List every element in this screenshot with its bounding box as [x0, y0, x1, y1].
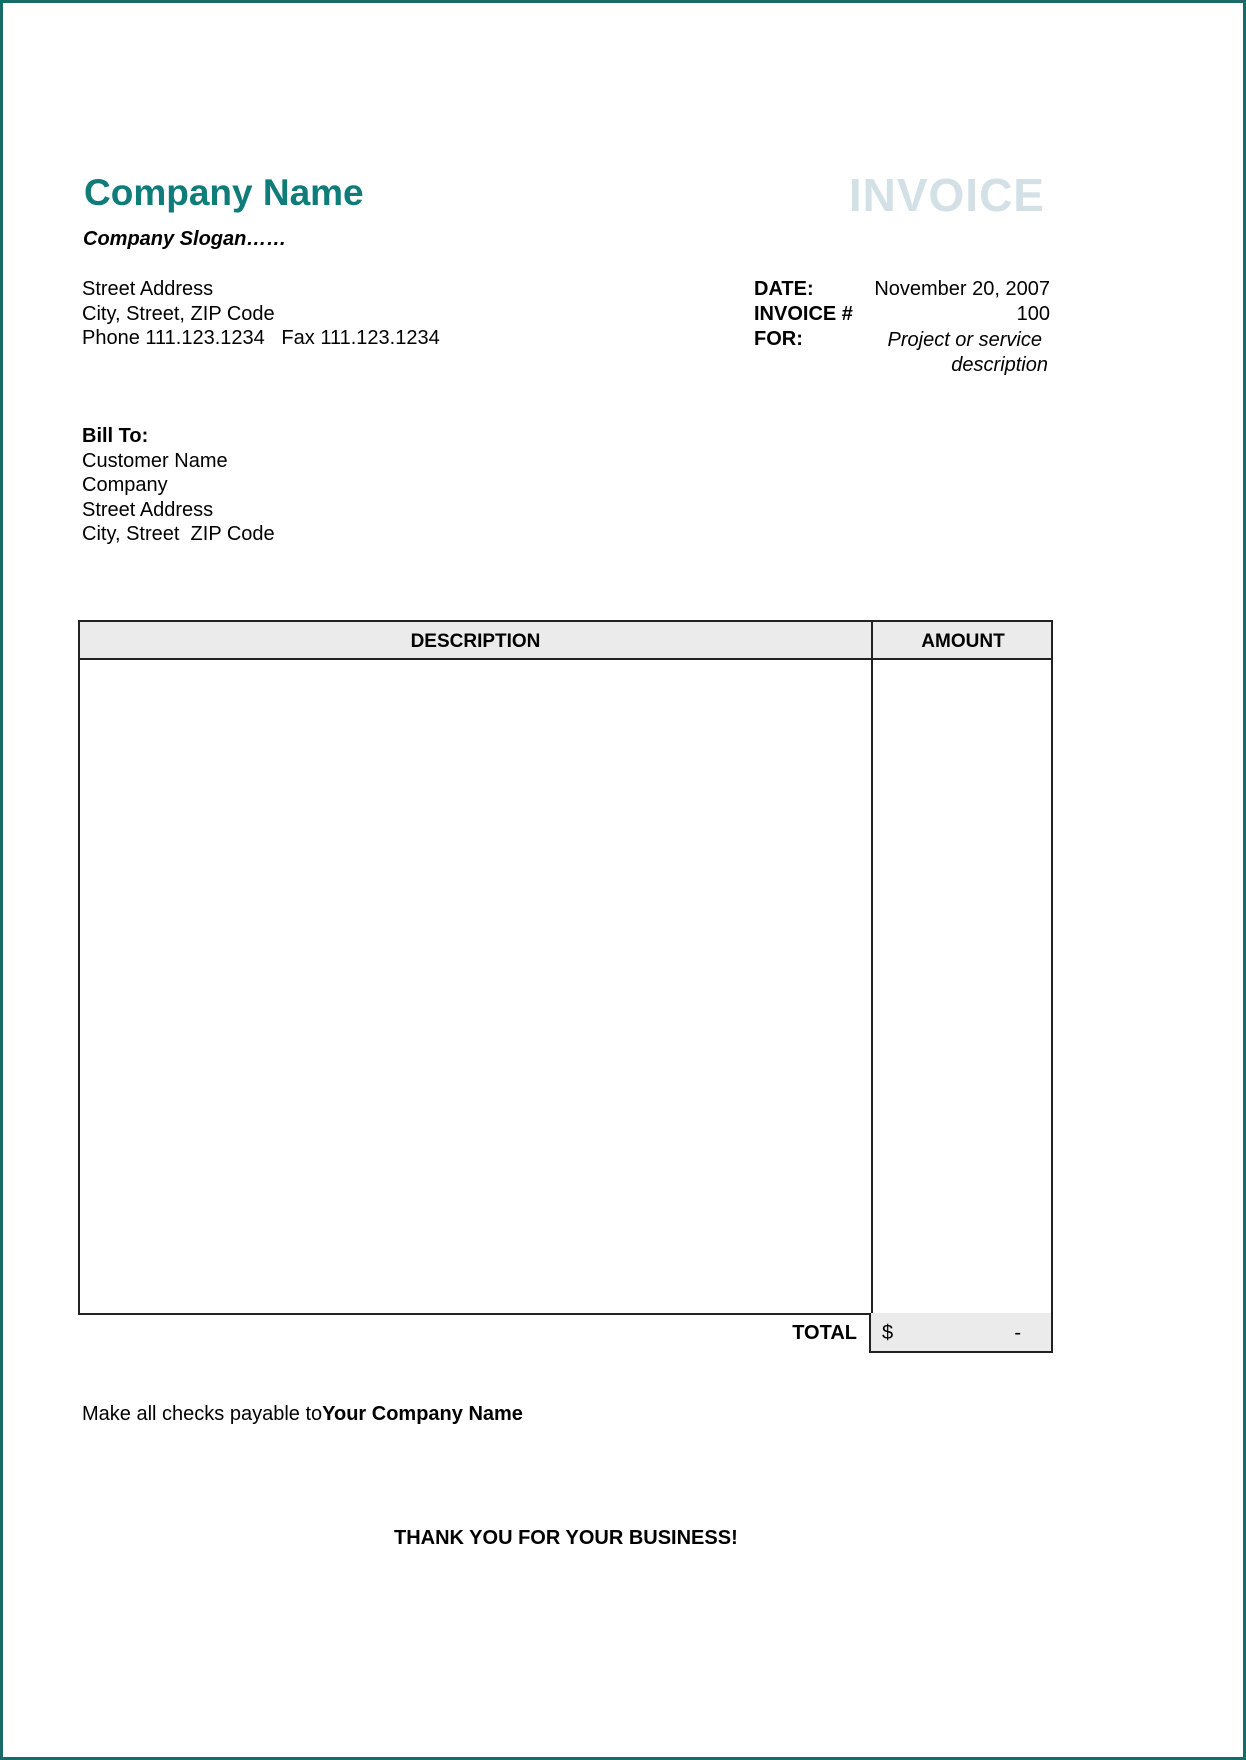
bill-to-street: Street Address	[82, 499, 214, 521]
invoice-title: INVOICE	[848, 169, 1045, 221]
bill-to-company: Company	[82, 474, 168, 496]
bill-to-customer: Customer Name	[82, 450, 228, 472]
for-value-line1: Project or service	[887, 329, 1042, 351]
bill-to-city: City, Street ZIP Code	[82, 523, 275, 545]
total-currency: $	[882, 1322, 894, 1344]
company-phone-fax: Phone 111.123.1234 Fax 111.123.1234	[82, 327, 440, 349]
for-value	[828, 328, 1048, 378]
invoice-number-label: INVOICE #	[754, 303, 853, 325]
date-label: DATE:	[754, 278, 814, 300]
company-name: Company Name	[84, 172, 364, 213]
for-value-line2: description	[951, 354, 1048, 376]
total-value: -	[1014, 1322, 1021, 1344]
thank-you-message: THANK YOU FOR YOUR BUSINESS!	[394, 1527, 738, 1549]
payable-company-name: Your Company Name	[322, 1403, 523, 1425]
company-street: Street Address	[82, 278, 214, 300]
payable-prefix: Make all checks payable to	[82, 1403, 323, 1425]
total-label: TOTAL	[792, 1322, 857, 1344]
line-items-table	[78, 620, 1053, 1315]
column-header-description: DESCRIPTION	[410, 631, 541, 652]
for-label: FOR:	[754, 328, 803, 350]
company-slogan: Company Slogan……	[83, 228, 287, 250]
date-value: November 20, 2007	[874, 278, 1050, 300]
column-header-amount: AMOUNT	[921, 631, 1005, 652]
payable-note	[82, 1403, 523, 1426]
invoice-number-value: 100	[1016, 303, 1050, 325]
bill-to-heading: Bill To:	[82, 425, 149, 447]
total-box	[869, 1313, 1053, 1353]
company-city: City, Street, ZIP Code	[82, 303, 275, 325]
column-divider	[871, 622, 873, 1313]
